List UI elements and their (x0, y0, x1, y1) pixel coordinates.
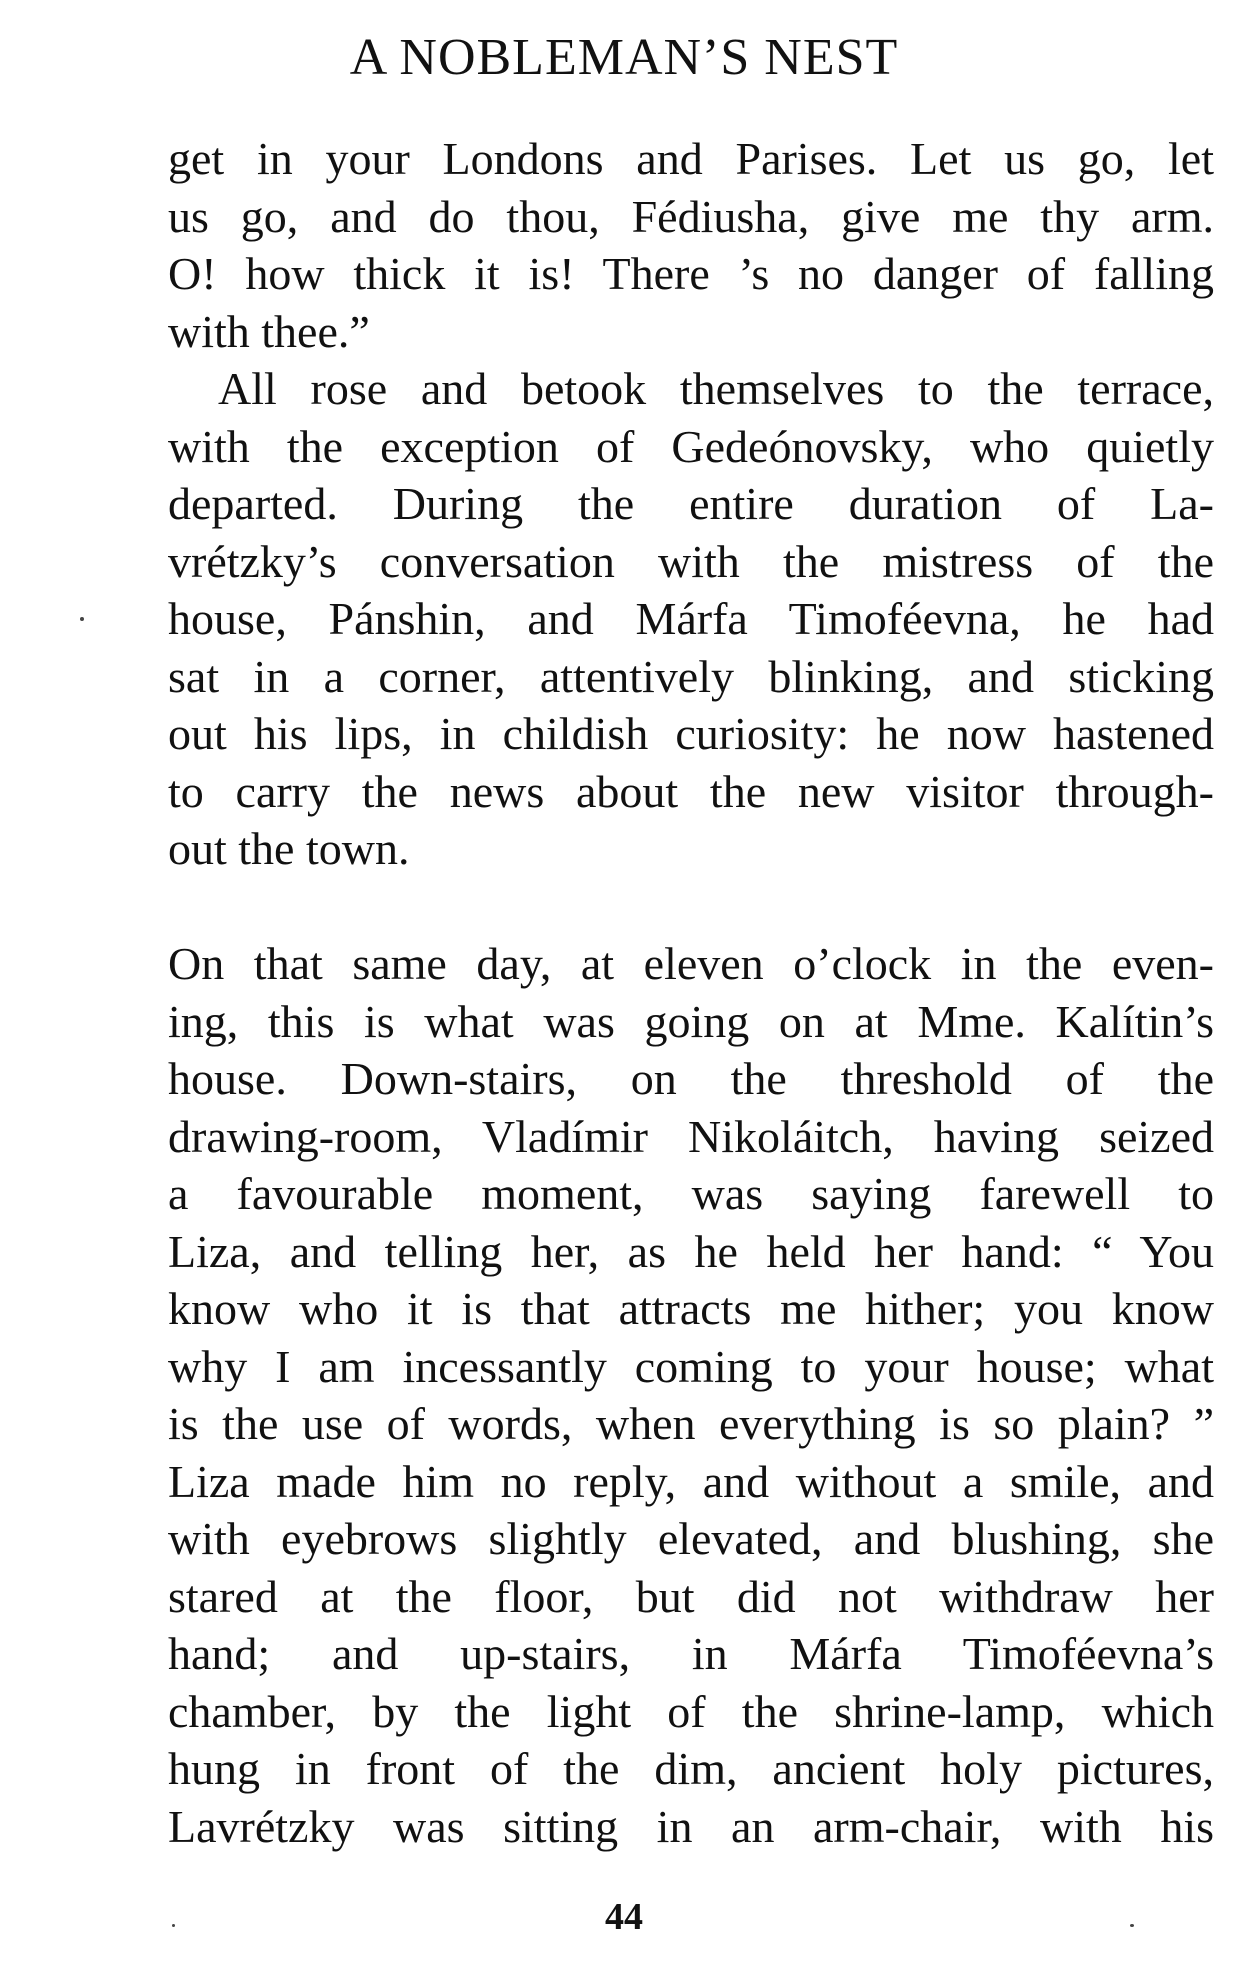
text-line: ing, this is what was going on at Mme. Kalítin’s (168, 995, 1214, 1047)
text-line: us go, and do thou, Fédiusha, give me thy arm. (168, 190, 1214, 242)
text-line: is the use of words, when everything is so plain? ” (168, 1398, 1214, 1449)
text-line: Liza, and telling her, as he held her hand: “ You (168, 1225, 1214, 1277)
text-line: stared at the floor, but did not withdraw her (168, 1570, 1214, 1622)
text-line: out the town. (168, 823, 410, 874)
print-speck (172, 1924, 175, 1927)
text-line: drawing-room, Vladímir Nikoláitch, having seized (168, 1110, 1214, 1162)
text-line: O! how thick it is! There ’s no danger of falling (168, 248, 1214, 299)
text-line: to carry the news about the new visitor through- (168, 765, 1214, 817)
text-line: Liza made him no reply, and without a smile, and (168, 1455, 1214, 1507)
text-line: On that same day, at eleven o’clock in the even- (168, 938, 1214, 989)
text-line: with the exception of Gedeónovsky, who quietly (168, 420, 1214, 472)
text-line: know who it is that attracts me hither; you know (168, 1283, 1214, 1334)
text-line: Lavrétzky was sitting in an arm-chair, with his (168, 1800, 1214, 1852)
paragraph (168, 360, 1214, 878)
text-line: hand; and up-stairs, in Márfa Timoféevna’s (168, 1628, 1214, 1679)
text-line: get in your Londons and Parises. Let us go, let (168, 133, 1214, 184)
text-block-lower (168, 935, 1214, 1855)
text-line: hung in front of the dim, ancient holy pictures, (168, 1743, 1214, 1794)
running-head: A NOBLEMAN’S NEST (349, 29, 899, 86)
text-line: with thee.” (168, 305, 370, 357)
text-line: with eyebrows slightly elevated, and blushing, she (168, 1513, 1214, 1564)
text-line: departed. During the entire duration of La- (168, 478, 1214, 529)
text-line: why I am incessantly coming to your house; what (168, 1340, 1214, 1392)
text-line: out his lips, in childish curiosity: he now hastened (168, 708, 1214, 759)
print-speck (80, 617, 84, 621)
paragraph (168, 935, 1214, 1855)
paragraph (168, 130, 1214, 360)
print-speck (1130, 1924, 1134, 1927)
page-number: 44 (605, 1896, 643, 1938)
text-line: a favourable moment, was saying farewell to (168, 1168, 1214, 1219)
text-block-upper (168, 130, 1214, 878)
text-line: vrétzky’s conversation with the mistress of the (168, 535, 1214, 587)
text-line: sat in a corner, attentively blinking, and sticking (168, 650, 1214, 702)
text-line: house, Pánshin, and Márfa Timoféevna, he had (168, 593, 1214, 644)
text-line: All rose and betook themselves to the terrace, (218, 363, 1214, 414)
text-line: house. Down-stairs, on the threshold of the (168, 1053, 1214, 1104)
text-line: chamber, by the light of the shrine-lamp, which (168, 1685, 1214, 1737)
